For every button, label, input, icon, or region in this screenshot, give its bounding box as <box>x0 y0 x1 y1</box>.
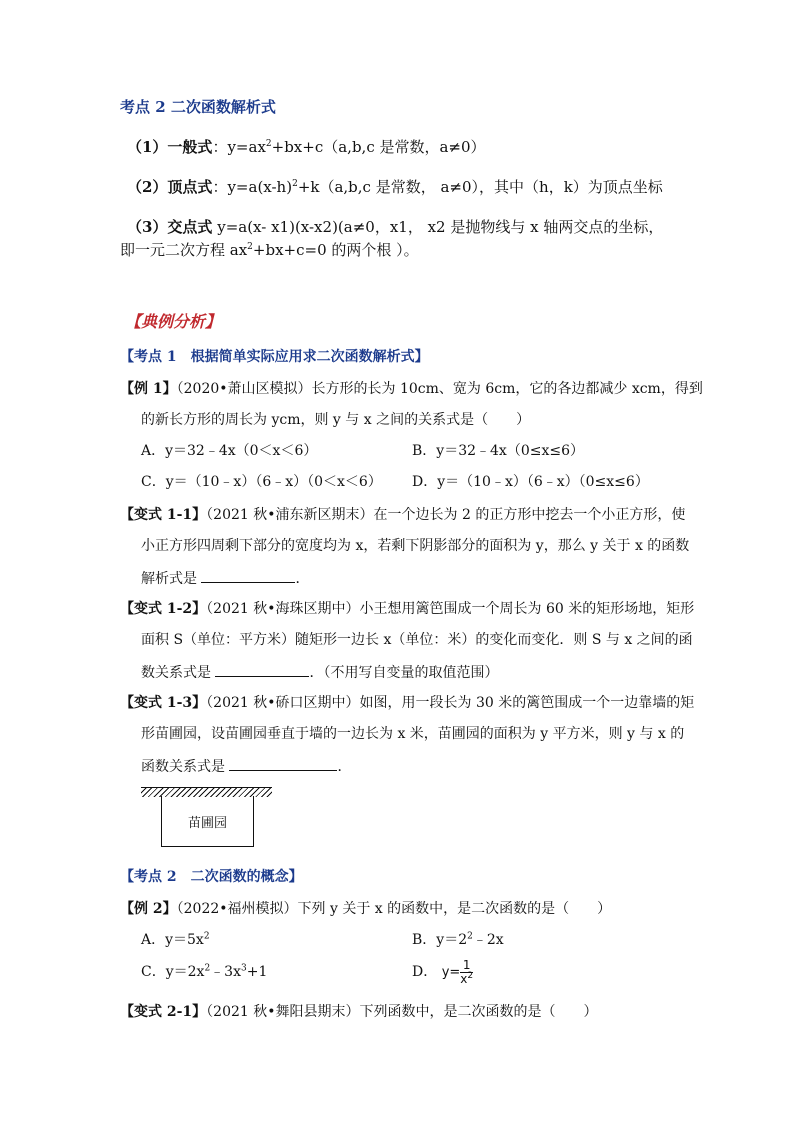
variant12-line2: 面积 S（单位：平方米）随矩形一边长 x（单位：米）的变化而变化．则 S 与 x 之间的函 <box>141 632 693 648</box>
intercept-form-continuation <box>120 241 419 259</box>
variant11-line2: 小正方形四周剩下部分的宽度均为 x，若剩下阴影部分的面积为 y，那么 y 关于 x 的函数 <box>141 538 690 554</box>
variant12-text1: （2021 秋•海珠区期中）小王想用篱笆围成一个周长为 60 米的矩形场地，矩形 <box>206 601 695 617</box>
answer-blank <box>201 568 295 583</box>
garden-rectangle <box>161 796 254 847</box>
variant11-tag: 【变式 1-1】 <box>120 507 207 523</box>
garden-label: 苗圃园 <box>187 815 227 831</box>
variant13-text1: （2021 秋•硚口区期中）如图，用一段长为 30 米的篱笆围成一个一边靠墙的矩 <box>206 695 695 711</box>
general-form-line <box>127 138 486 156</box>
variant11-text3b: ． <box>295 571 310 587</box>
example1-line2: 的新长方形的周长为 ycm，则 y 与 x 之间的关系式是（ ） <box>141 412 531 428</box>
variant11-line1 <box>120 506 685 524</box>
option-a-text: A．y＝5x <box>141 932 204 948</box>
fraction-numerator: 1 <box>460 959 473 973</box>
option-b-exponent: 2 <box>467 931 473 942</box>
intercept-form-text: y=a(x- x1)(x-x2)(a≠0，x1， x2 是抛物线与 x 轴两交点的坐标， <box>212 218 664 236</box>
sup-2: 2 <box>247 242 253 252</box>
variant13-line1 <box>120 694 694 712</box>
variant13-text3b: ． <box>337 759 352 775</box>
variant11-text3a: 解析式是 <box>141 571 202 587</box>
sup-2: 2 <box>292 179 298 189</box>
vertex-form-text-a: ：y=a(x-h) <box>212 178 293 196</box>
option-d-label: D． <box>412 964 438 980</box>
example1-text1: （2020•萧山区模拟）长方形的长为 10cm、宽为 6cm，它的各边都减少 xcm，得到 <box>176 381 703 397</box>
variant21-text: （2021 秋•舞阳县期末）下列函数中，是二次函数的是（ ） <box>206 1004 598 1020</box>
example1-line1 <box>120 380 703 398</box>
variant13-tag: 【变式 1-3】 <box>120 695 207 711</box>
variant12-line3 <box>141 662 498 682</box>
intercept-cont-b: +bx+c=0 的两个根 ）。 <box>252 241 419 259</box>
variant13-text3a: 函数关系式是 <box>141 759 230 775</box>
kaodian2-heading: 【考点 2 二次函数的概念】 <box>120 869 303 885</box>
example1-option-d: D．y＝（10﹣x）（6﹣x）（0≤x≤6） <box>412 474 649 490</box>
general-form-label: （1）一般式 <box>127 138 213 156</box>
option-a-exponent: 2 <box>203 931 210 942</box>
variant11-line3 <box>141 568 309 588</box>
variant21-tag: 【变式 2-1】 <box>120 1004 207 1020</box>
option-d-fraction <box>460 959 473 986</box>
fraction-denominator <box>460 970 474 986</box>
variant21-line <box>120 1003 598 1021</box>
example2-tag: 【例 2】 <box>120 901 177 917</box>
intercept-form-line <box>127 218 663 236</box>
example2-option-d <box>412 956 473 989</box>
variant12-line1 <box>120 600 694 618</box>
answer-blank <box>229 756 337 771</box>
option-c-text-b: ﹣3x <box>210 964 241 980</box>
example2-line <box>120 900 611 918</box>
answer-blank <box>215 662 309 677</box>
intercept-form-label: （3）交点式 <box>127 218 213 236</box>
variant13-line2: 形苗圃园，设苗圃园垂直于墙的一边长为 x 米，苗圃园的面积为 y 平方米，则 y 与 x 的 <box>141 726 685 742</box>
general-form-text-b: +bx+c（a,b,c 是常数，a≠0） <box>271 138 486 156</box>
example2-text: （2022•福州模拟）下列 y 关于 x 的函数中，是二次函数的是（ ） <box>176 901 612 917</box>
sup-2: 2 <box>265 139 272 149</box>
example1-tag: 【例 1】 <box>120 381 177 397</box>
variant12-text3a: 数关系式是 <box>141 665 216 681</box>
option-d-y: y= <box>441 965 461 980</box>
intercept-cont-a: 即一元二次方程 ax <box>120 241 248 259</box>
variant11-text1: （2021 秋•浦东新区期末）在一个边长为 2 的正方形中挖去一个小正方形，使 <box>206 507 686 523</box>
vertex-form-line <box>127 178 663 196</box>
variant12-text3b: ．（不用写自变量的取值范围） <box>309 665 499 681</box>
vertex-form-text-b: +k（a,b,c 是常数， a≠0），其中（h，k）为顶点坐标 <box>297 178 663 196</box>
example2-option-c <box>141 963 267 981</box>
option-c-exponent-1: 2 <box>204 963 211 974</box>
general-form-text-a: ：y=ax <box>212 138 266 156</box>
option-c-text-a: C．y＝2x <box>141 964 205 980</box>
example1-option-c: C．y＝（10﹣x）（6﹣x）（0＜x＜6） <box>141 474 382 490</box>
denominator-base: x <box>460 971 468 986</box>
option-b-text-b: ﹣2x <box>472 932 504 948</box>
example2-option-a <box>141 931 210 949</box>
section-title: 考点 2 二次函数解析式 <box>120 98 276 116</box>
option-c-text-c: +1 <box>246 964 268 980</box>
vertex-form-label: （2）顶点式 <box>127 178 213 196</box>
example1-option-b: B．y＝32﹣4x（0≤x≤6） <box>412 443 584 459</box>
option-b-text-a: B．y＝2 <box>412 932 468 948</box>
variant13-line3 <box>141 756 351 776</box>
example2-option-b <box>412 931 504 949</box>
variant12-tag: 【变式 1-2】 <box>120 601 207 617</box>
option-c-exponent-2: 3 <box>240 963 247 974</box>
analysis-heading: 【典例分析】 <box>125 312 222 331</box>
denominator-exponent: 2 <box>467 970 474 981</box>
kaodian1-heading: 【考点 1 根据简单实际应用求二次函数解析式】 <box>120 349 429 365</box>
example1-option-a: A．y＝32﹣4x（0＜x＜6） <box>141 443 318 459</box>
